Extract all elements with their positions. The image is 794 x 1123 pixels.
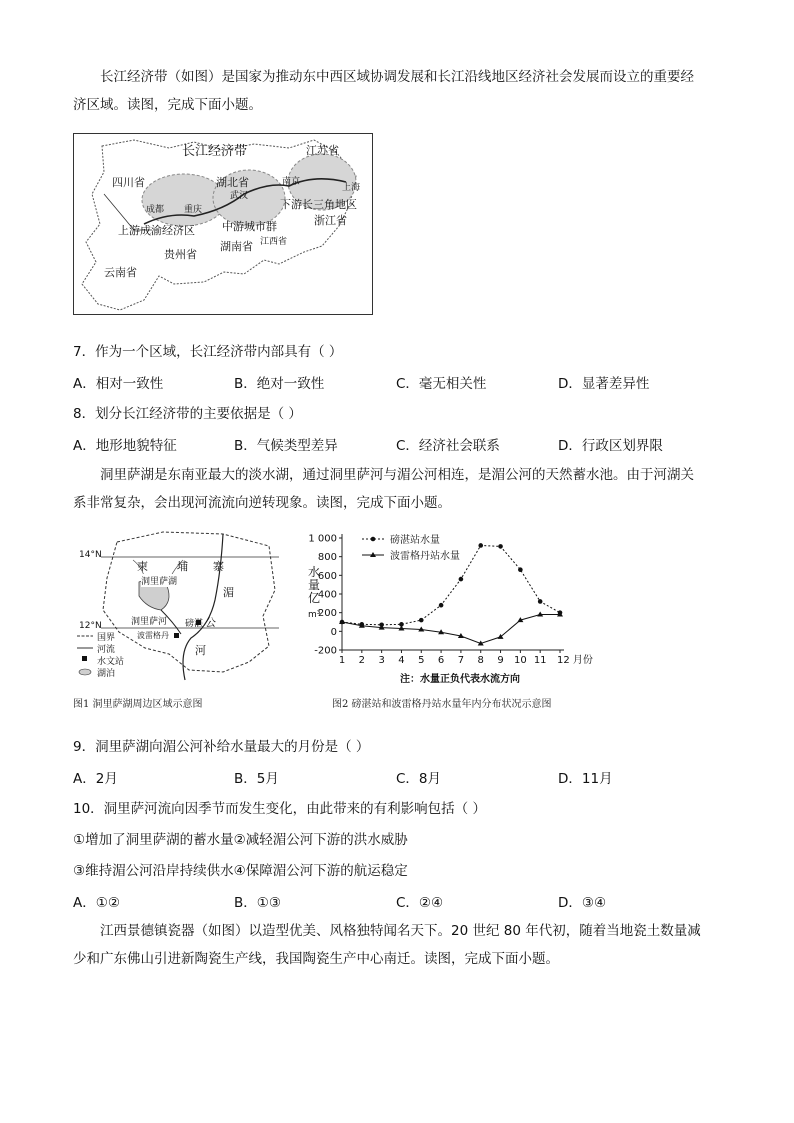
legend-border: 国界 — [97, 633, 116, 643]
legend-river: 河流 — [97, 645, 116, 655]
q8-option-d[interactable]: D．行政区划界限 — [558, 438, 663, 454]
q8-option-c[interactable]: C．经济社会联系 — [396, 438, 500, 454]
series-1-point — [538, 599, 543, 604]
x-tick-label: 12 月份 — [557, 655, 593, 666]
passage-intro-tonle-sap — [73, 461, 723, 517]
q9-option-c[interactable]: C．8月 — [396, 771, 442, 787]
passage-line: 洞里萨湖是东南亚最大的淡水湖，通过洞里萨河与湄公河相连，是湄公河的天然蓄水池。由于河湖关 — [100, 467, 694, 483]
series-1-point — [478, 543, 483, 548]
q10-option-c[interactable]: C．②④ — [396, 895, 444, 911]
label-shangyou: 上游成渝经济区 — [118, 224, 195, 237]
label-zhejiang: 浙江省 — [314, 214, 347, 227]
label-wuhan: 武汉 — [230, 191, 249, 201]
passage-line: 济区域。读图，完成下面小题。 — [73, 97, 262, 113]
y-tick-label: 200 — [317, 608, 337, 620]
label-jiangxi: 江西省 — [260, 237, 288, 247]
figure-1-caption: 图1 洞里萨湖周边区域示意图 — [73, 699, 203, 710]
label-guizhou: 贵州省 — [164, 248, 197, 261]
legend-marker-1 — [371, 537, 376, 542]
water-volume-chart-svg — [302, 524, 612, 694]
label-dong: 柬 — [137, 560, 148, 573]
passage-intro-yangtze — [73, 63, 723, 119]
label-lat-12n: 12°N — [79, 621, 102, 631]
question-7-stem: 7．作为一个区域，长江经济带内部具有（ ） — [73, 344, 343, 360]
x-tick-label: 6 — [437, 655, 445, 666]
series-1-point — [498, 544, 503, 549]
y-axis-label-char: 水 — [308, 565, 321, 579]
y-tick-label: 600 — [317, 570, 337, 582]
label-sichuan: 四川省 — [112, 176, 145, 189]
passage-line: 江西景德镇瓷器（如图）以造型优美、风格独特闻名天下。20 世纪 80 年代初，随着当地瓷土数量减 — [100, 923, 701, 939]
q7-option-c[interactable]: C．毫无相关性 — [396, 376, 487, 392]
y-tick-label: 400 — [317, 589, 337, 601]
q10-option-b[interactable]: B．①③ — [234, 895, 281, 911]
chart-note: 注：水量正负代表水流方向 — [400, 674, 520, 685]
label-zhai: 寨 — [213, 560, 224, 573]
x-tick-label: 4 — [398, 655, 405, 666]
label-he: 河 — [195, 644, 206, 657]
series-line-2 — [342, 615, 560, 644]
legend-station: 水文站 — [97, 657, 125, 667]
label-yunnan: 云南省 — [104, 266, 137, 279]
x-tick-label: 5 — [418, 655, 425, 666]
label-mei: 湄 — [223, 586, 234, 599]
y-tick-label: 1 000 — [308, 533, 337, 545]
y-axis-unit: m³ — [308, 610, 321, 620]
y-tick-label: 0 — [330, 626, 337, 638]
series-1-point — [518, 567, 523, 572]
q9-option-b[interactable]: B．5月 — [234, 771, 279, 787]
legend-label-1: 磅湛站水量 — [390, 535, 440, 546]
y-tick-label: 800 — [317, 552, 337, 564]
legend-label-2: 波雷格丹站水量 — [390, 551, 460, 562]
passage-line: 系非常复杂，会出现河流流向逆转现象。读图，完成下面小题。 — [73, 495, 451, 511]
y-axis-label-char: 量 — [308, 578, 321, 592]
label-chongqing: 重庆 — [184, 205, 203, 215]
passage-line: 少和广东佛山引进新陶瓷生产线，我国陶瓷生产中心南迁。读图，完成下面小题。 — [73, 951, 559, 967]
x-tick-label: 3 — [378, 655, 385, 666]
q7-option-d[interactable]: D．显著差异性 — [558, 376, 650, 392]
q7-option-a[interactable]: A．相对一致性 — [73, 376, 164, 392]
q7-option-b[interactable]: B．绝对一致性 — [234, 376, 325, 392]
label-shanghai: 上海 — [342, 183, 361, 193]
label-tonle-sap-lake: 洞里萨湖 — [141, 574, 177, 587]
passage-intro-jingdezhen — [73, 917, 723, 973]
figure-2-caption: 图2 磅湛站和波雷格丹站水量年内分布状况示意图 — [332, 699, 552, 710]
label-chengdu: 成都 — [146, 205, 165, 215]
x-tick-label: 10 — [513, 655, 527, 666]
series-1-point — [419, 618, 424, 623]
series-1-point — [439, 603, 444, 608]
x-tick-label: 1 — [338, 655, 346, 666]
label-gong: 公 — [205, 616, 216, 629]
q10-option-a[interactable]: A．①② — [73, 895, 120, 911]
label-pu: 埔 — [177, 560, 188, 573]
passage-line: 长江经济带（如图）是国家为推动东中西区域协调发展和长江沿线地区经济社会发展而设立的重要经 — [100, 69, 694, 85]
label-nanjing: 南京 — [282, 177, 301, 187]
x-tick-label: 11 — [533, 655, 547, 666]
y-tick-label: -200 — [314, 645, 337, 657]
label-hubei: 湖北省 — [216, 176, 249, 189]
label-kampong-cham: 磅湛 — [185, 619, 204, 629]
map-title: 长江经济带 — [182, 144, 248, 159]
question-10-stem: 10．洞里萨河流向因季节而发生变化，由此带来的有利影响包括（ ） — [73, 801, 486, 817]
label-hunan: 湖南省 — [220, 240, 253, 253]
legend-lake: 湖泊 — [97, 669, 116, 679]
x-tick-label: 8 — [477, 655, 484, 666]
question-8-stem: 8．划分长江经济带的主要依据是（ ） — [73, 406, 302, 422]
question-9-stem: 9．洞里萨湖向湄公河补给水量最大的月份是（ ） — [73, 739, 370, 755]
yangtze-economic-belt-map — [73, 133, 373, 315]
series-1-point — [459, 577, 464, 582]
q10-statement-line-1: ①增加了洞里萨湖的蓄水量②减轻湄公河下游的洪水威胁 — [73, 832, 408, 848]
label-xiayou: 下游长三角地区 — [280, 198, 357, 211]
label-lat-14n: 14°N — [79, 550, 102, 560]
q9-option-a[interactable]: A．2月 — [73, 771, 118, 787]
q8-option-b[interactable]: B．气候类型差异 — [234, 438, 338, 454]
x-tick-label: 9 — [497, 655, 504, 666]
label-tonle-sap-river: 洞里萨河 — [131, 617, 168, 627]
x-tick-label: 2 — [358, 655, 366, 666]
label-prek-kdam: 波雷格丹 — [137, 631, 169, 640]
q9-option-d[interactable]: D．11月 — [558, 771, 613, 787]
y-axis-label-char: 亿 — [308, 591, 321, 605]
label-jiangsu: 江苏省 — [306, 144, 339, 157]
label-zhongyou: 中游城市群 — [222, 220, 277, 233]
q8-option-a[interactable]: A．地形地貌特征 — [73, 438, 177, 454]
x-tick-label: 7 — [457, 655, 465, 666]
water-volume-chart — [302, 524, 612, 694]
tonle-sap-map — [73, 530, 293, 690]
q10-statement-line-2: ③维持湄公河沿岸持续供水④保障湄公河下游的航运稳定 — [73, 863, 408, 879]
q10-option-d[interactable]: D．③④ — [558, 895, 607, 911]
